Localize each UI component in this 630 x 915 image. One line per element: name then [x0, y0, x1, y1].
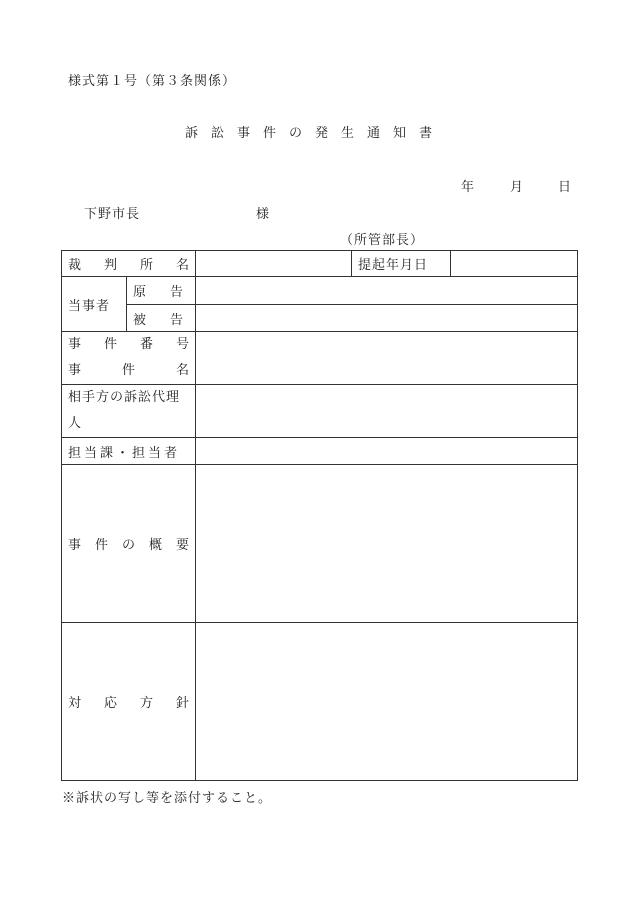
response-policy-label — [62, 623, 196, 781]
opponent-counsel-field[interactable] — [196, 385, 578, 438]
defendant-char: 被 — [133, 312, 147, 328]
case-summary-field[interactable] — [196, 465, 578, 623]
case-summary-char: 要 — [175, 538, 189, 553]
defendant-label — [127, 305, 196, 332]
case-number-label — [68, 332, 189, 358]
case-name-label — [68, 358, 189, 384]
case-number-name-field[interactable] — [196, 332, 578, 385]
case-name-char: 事 — [68, 363, 82, 378]
plaintiff-field[interactable] — [196, 277, 578, 305]
case-name-char: 名 — [175, 363, 189, 378]
case-number-char: 事 — [68, 337, 82, 352]
case-number-char: 件 — [103, 337, 117, 352]
honorific: 様 — [256, 207, 270, 222]
court-name-field[interactable] — [196, 251, 352, 277]
court-name-char: 裁 — [68, 258, 82, 273]
response-policy-field[interactable] — [196, 623, 578, 781]
date-month-label: 月 — [510, 180, 524, 195]
court-name-char: 所 — [139, 258, 153, 273]
case-name-char: 件 — [121, 363, 135, 378]
addressee: 下野市長 — [84, 207, 141, 222]
case-number-char: 号 — [175, 337, 189, 352]
defendant-char: 告 — [169, 312, 183, 328]
date-day-label: 日 — [558, 180, 572, 195]
plaintiff-label — [127, 277, 196, 305]
filing-date-field[interactable] — [451, 251, 578, 277]
document-title: 訴訟事件の発生通知書 — [184, 126, 445, 141]
plaintiff-char: 告 — [169, 285, 183, 300]
form-number: 様式第１号（第３条関係） — [68, 74, 237, 89]
opponent-counsel-label: 相手方の訴訟代理人 — [62, 385, 196, 438]
case-summary-char: の — [121, 538, 135, 553]
date-year-label: 年 — [461, 180, 475, 195]
defendant-field[interactable] — [196, 305, 578, 332]
notification-form-table — [61, 250, 578, 781]
court-name-label — [62, 251, 196, 277]
case-number-char: 番 — [139, 337, 153, 352]
response-policy-char: 方 — [139, 696, 153, 711]
staff-label: 担当課・担当者 — [62, 438, 196, 465]
case-summary-label — [62, 465, 196, 623]
staff-field[interactable] — [196, 438, 578, 465]
response-policy-char: 対 — [68, 696, 82, 711]
case-number-name-label — [62, 332, 196, 385]
response-policy-char: 針 — [175, 696, 189, 711]
case-summary-char: 概 — [148, 538, 162, 553]
response-policy-char: 応 — [103, 696, 117, 711]
case-summary-char: 事 — [68, 538, 82, 553]
plaintiff-char: 原 — [133, 285, 147, 300]
court-name-char: 判 — [103, 258, 117, 273]
footnote: ※訴状の写し等を添付すること。 — [62, 791, 273, 806]
filing-date-label: 提起年月日 — [352, 251, 451, 277]
parties-label: 当事者 — [62, 277, 127, 332]
sender-department: （所管部長） — [340, 233, 425, 248]
case-summary-char: 件 — [94, 538, 108, 553]
court-name-char: 名 — [175, 258, 189, 273]
